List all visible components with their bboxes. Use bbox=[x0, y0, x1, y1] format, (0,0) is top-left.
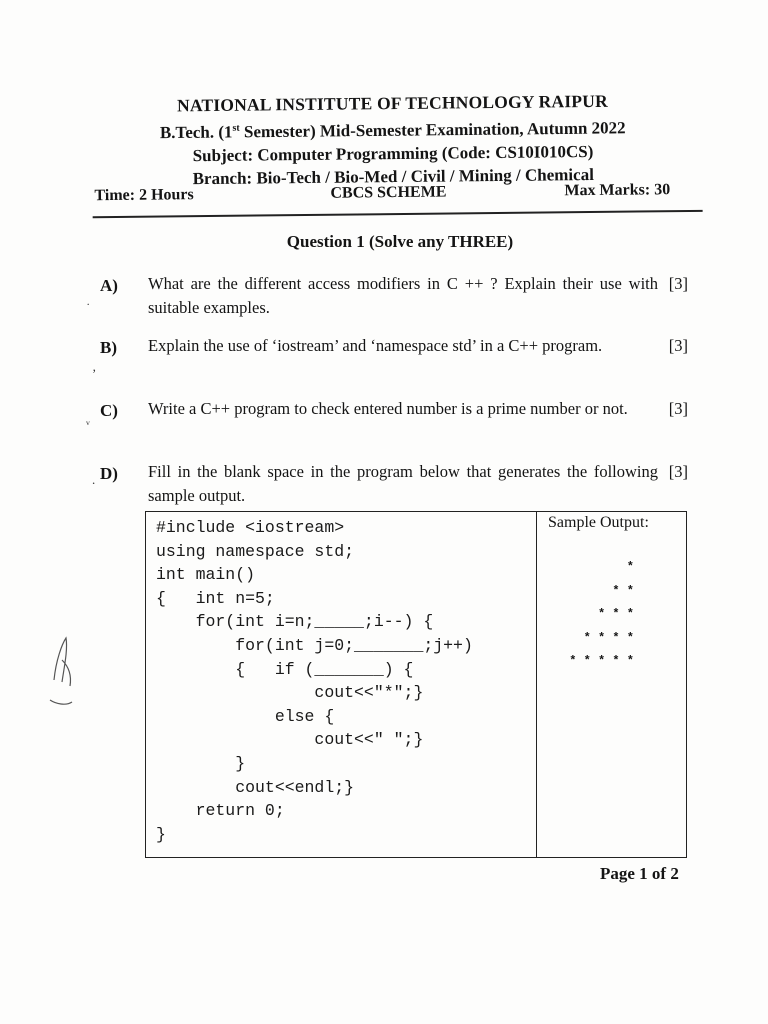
sample-output-title: Sample Output: bbox=[548, 514, 649, 531]
pen-mark: ᵥ bbox=[86, 412, 90, 427]
code-line: #include <iostream> bbox=[156, 518, 345, 537]
code-line: cout<<endl;} bbox=[156, 777, 355, 797]
pen-mark: ˙ bbox=[86, 300, 91, 315]
page-number: Page 1 of 2 bbox=[600, 864, 679, 883]
meta-row bbox=[94, 181, 682, 211]
code-line: using namespace std; bbox=[156, 541, 355, 561]
exam-title: B.Tech. (1st Semester) Mid-Semester Examination, Autumn 2022 bbox=[159, 118, 626, 143]
code-line: } bbox=[156, 753, 246, 773]
code-listing bbox=[156, 516, 536, 846]
part-label: A) bbox=[100, 276, 118, 295]
subject-line: Subject: Computer Programming (Code: CS10I010CS) bbox=[192, 141, 594, 165]
branch-line: Branch: Bio-Tech / Bio-Med / Civil / Mining / Chemical bbox=[192, 164, 594, 188]
question-title: Question 1 (Solve any THREE) bbox=[286, 232, 514, 251]
part-text: Fill in the blank space in the program below that generates the following sample output. bbox=[148, 462, 658, 505]
part-marks: [3] bbox=[668, 336, 688, 355]
sample-output-row: * * * * bbox=[583, 630, 634, 645]
handwritten-doodle bbox=[42, 630, 82, 710]
part-label: C) bbox=[100, 401, 118, 420]
part-label: B) bbox=[100, 338, 117, 357]
part-text: Explain the use of ‘iostream’ and ‘namespace std’ in a C++ program. bbox=[148, 336, 603, 355]
code-line: else { bbox=[156, 706, 335, 726]
code-line: cout<<" ";} bbox=[156, 730, 424, 750]
part-marks: [3] bbox=[668, 274, 688, 293]
institute-name: NATIONAL INSTITUTE OF TECHNOLOGY RAIPUR bbox=[176, 90, 608, 116]
code-line: } bbox=[156, 824, 166, 844]
max-marks-label: Max Marks: 30 bbox=[564, 181, 671, 200]
part-label: D) bbox=[100, 464, 118, 483]
code-line: { int n=5; bbox=[156, 588, 275, 608]
code-line: cout<<"*";} bbox=[156, 683, 424, 703]
pen-mark: ʼ bbox=[92, 366, 97, 381]
sample-output-row: * * * bbox=[597, 607, 634, 621]
code-table bbox=[145, 511, 687, 858]
code-line: for(int i=n;_____;i--) { bbox=[156, 612, 434, 632]
sample-output-row: * * * * * bbox=[569, 654, 634, 668]
sample-output-row: * * bbox=[612, 583, 634, 598]
part-marks: [3] bbox=[668, 399, 688, 418]
time-label: Time: 2 Hours bbox=[94, 186, 194, 205]
sample-output-row: * bbox=[626, 560, 634, 574]
header-divider bbox=[93, 210, 703, 218]
pen-mark: . bbox=[92, 472, 96, 487]
scheme-label: CBCS SCHEME bbox=[330, 183, 447, 202]
part-text: What are the different access modifiers in C ++ ? Explain their use with suitable examples. bbox=[148, 274, 658, 317]
exam-header bbox=[0, 88, 768, 205]
code-line: return 0; bbox=[156, 801, 285, 821]
table-divider bbox=[536, 512, 537, 857]
sample-output bbox=[544, 556, 634, 674]
part-text: Write a C++ program to check entered number is a prime number or not. bbox=[148, 399, 628, 418]
code-line: int main() bbox=[156, 565, 256, 585]
code-line: for(int j=0;_______;j++) bbox=[156, 635, 473, 655]
code-line: { if (_______) { bbox=[156, 659, 414, 679]
part-marks: [3] bbox=[668, 462, 688, 481]
